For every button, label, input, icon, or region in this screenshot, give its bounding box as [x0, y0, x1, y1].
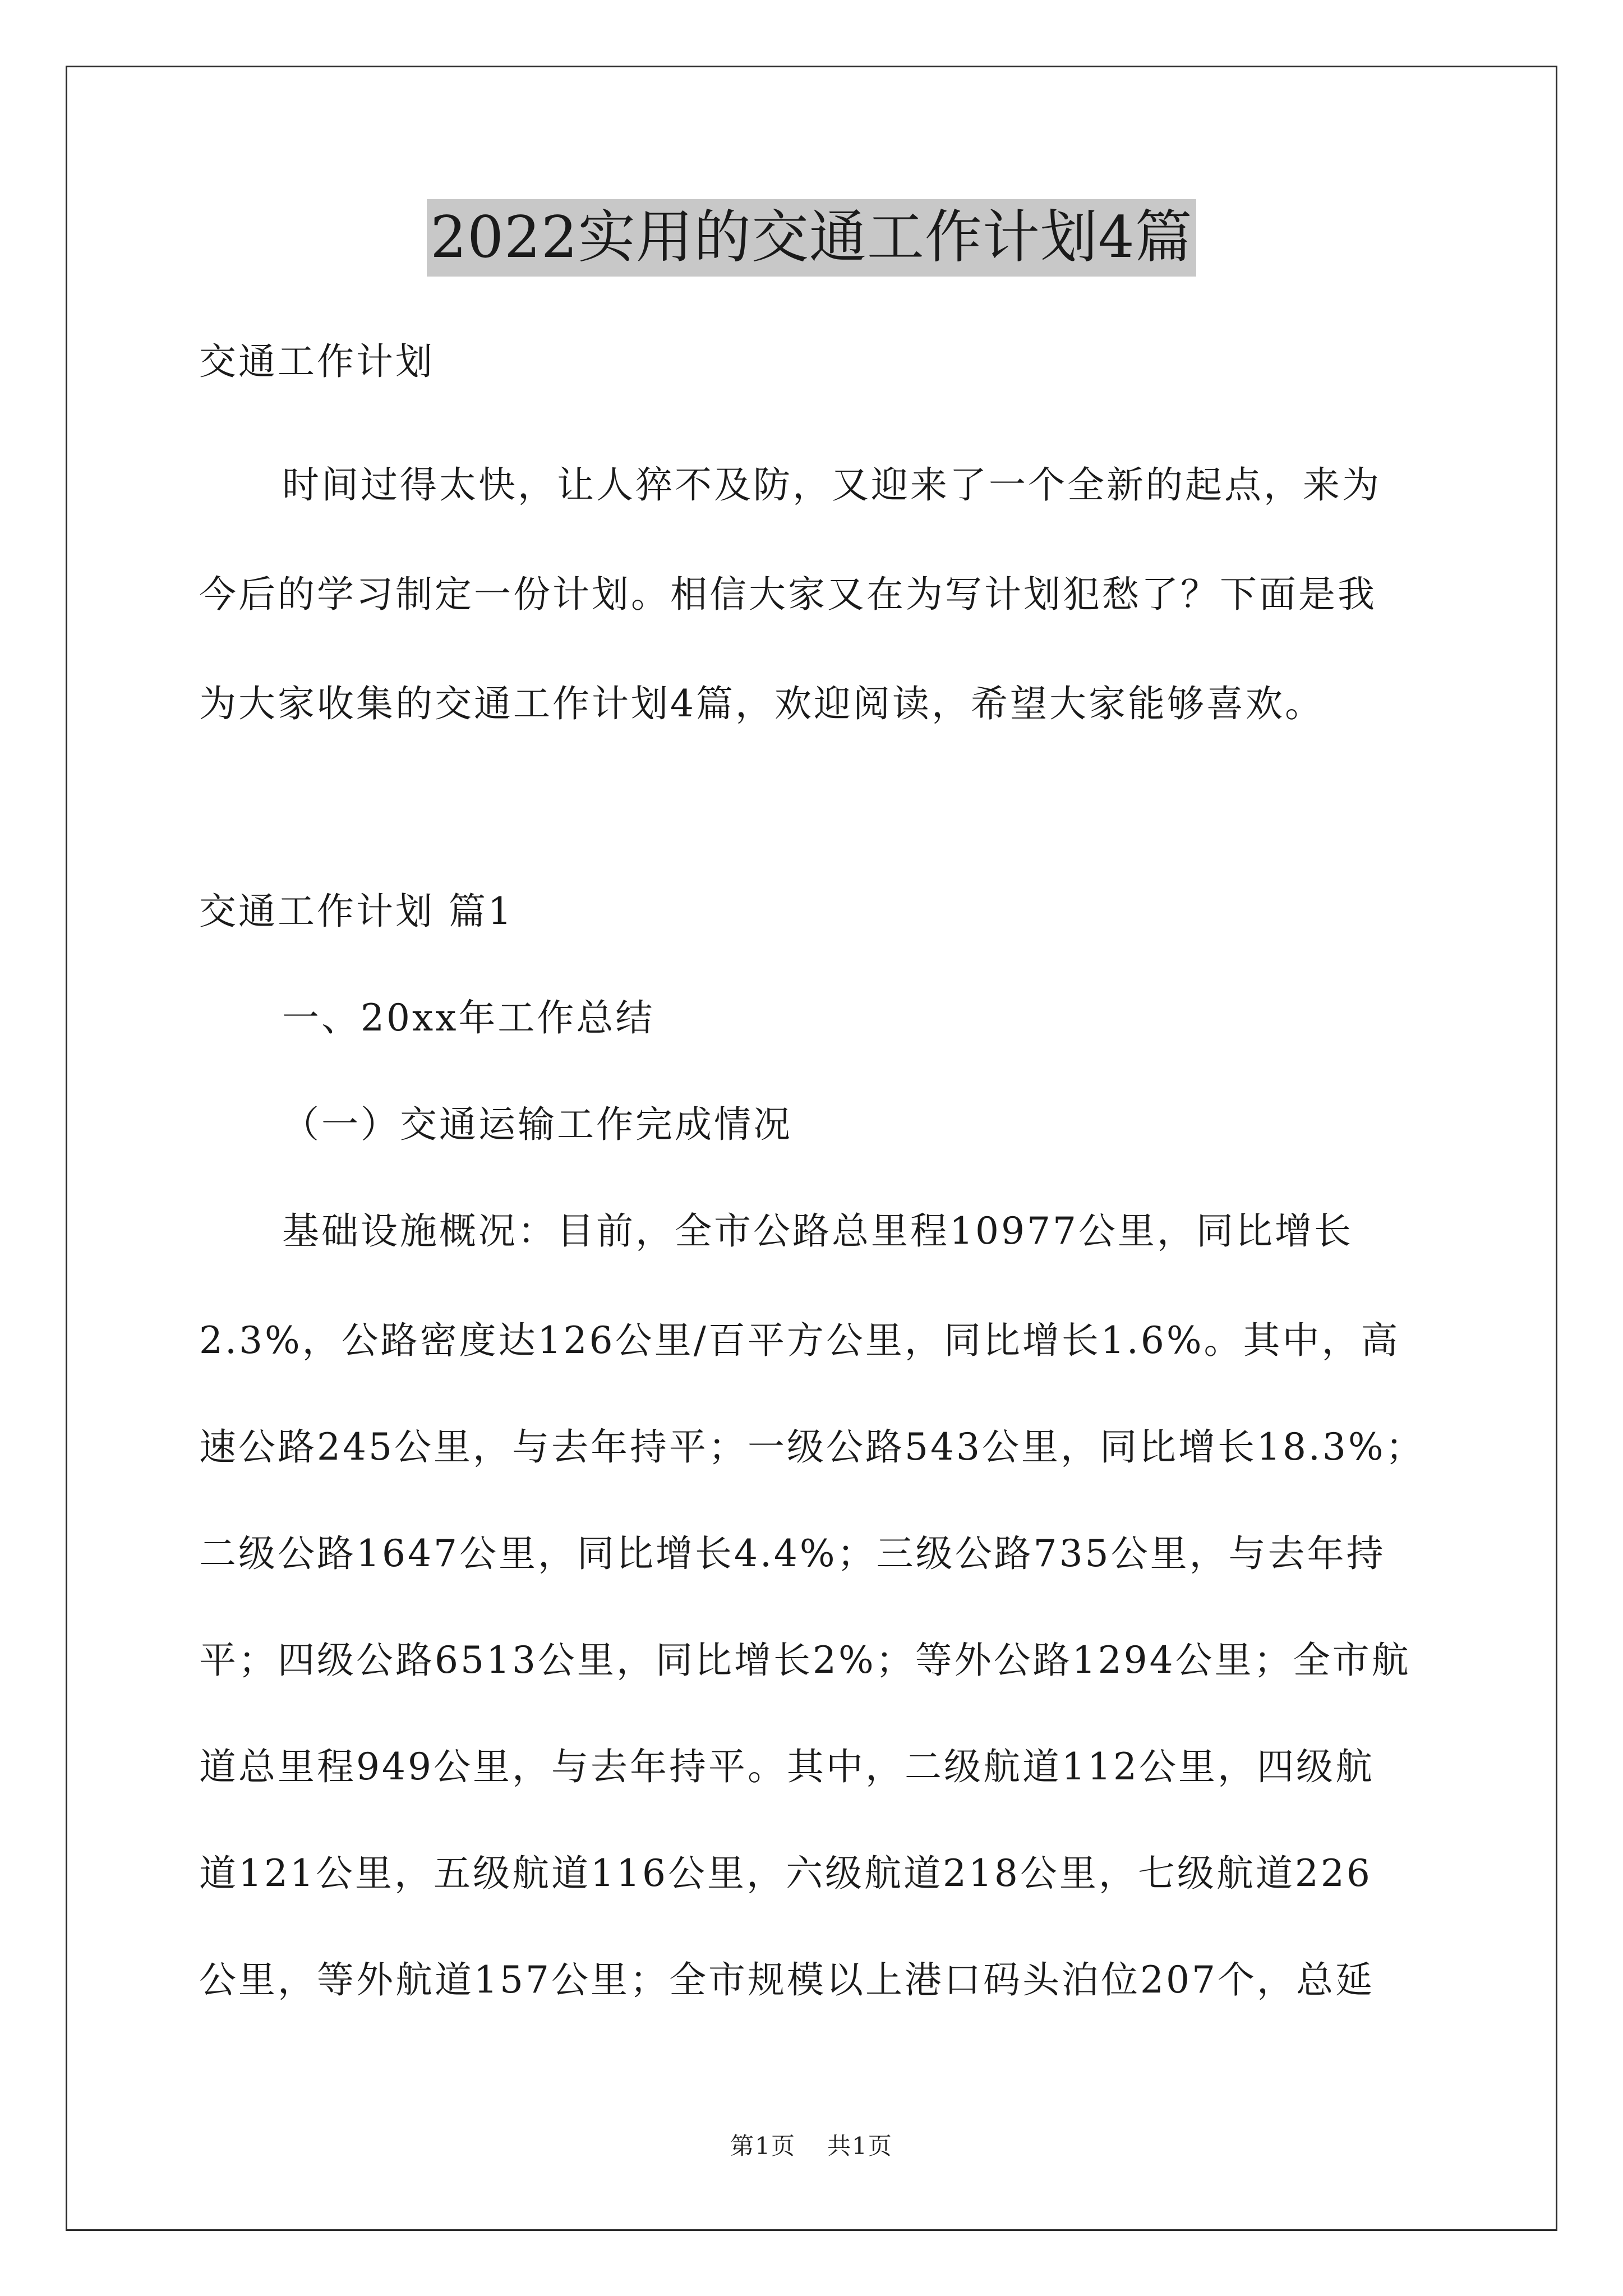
- section-heading: 交通工作计划: [199, 340, 435, 383]
- body-paragraph-line: 平；四级公路6513公里，同比增长2%；等外公路1294公里；全市航: [199, 1639, 1411, 1682]
- page-total: 共1页: [827, 2132, 893, 2160]
- body-paragraph-line: 道总里程949公里，与去年持平。其中，二级航道112公里，四级航: [199, 1745, 1375, 1788]
- part-heading: 交通工作计划 篇1: [199, 890, 514, 933]
- intro-paragraph-line: 为大家收集的交通工作计划4篇，欢迎阅读，希望大家能够喜欢。: [199, 682, 1324, 725]
- subsection-heading: 一、20xx年工作总结: [282, 996, 655, 1039]
- body-paragraph-line: 基础设施概况：目前，全市公路总里程10977公里，同比增长: [282, 1209, 1353, 1253]
- intro-paragraph-line: 今后的学习制定一份计划。相信大家又在为写计划犯愁了？下面是我: [199, 573, 1377, 616]
- body-paragraph-line: 公里，等外航道157公里；全市规模以上港口码头泊位207个，总延: [199, 1958, 1375, 2001]
- body-paragraph-line: 二级公路1647公里，同比增长4.4%；三级公路735公里，与去年持: [199, 1532, 1386, 1575]
- body-paragraph-line: 道121公里，五级航道116公里，六级航道218公里，七级航道226: [199, 1852, 1372, 1895]
- intro-paragraph-line: 时间过得太快，让人猝不及防，又迎来了一个全新的起点，来为: [282, 463, 1381, 507]
- body-paragraph-line: 速公路245公里，与去年持平；一级公路543公里，同比增长18.3%；: [199, 1425, 1425, 1469]
- body-paragraph-line: 2.3%，公路密度达126公里/百平方公里，同比增长1.6%。其中，高: [199, 1319, 1400, 1362]
- document-title: 2022实用的交通工作计划4篇: [0, 199, 1623, 277]
- page-footer: [0, 2131, 1623, 2162]
- subsection-heading: （一）交通运输工作完成情况: [282, 1103, 792, 1146]
- page-number: 第1页: [730, 2132, 796, 2160]
